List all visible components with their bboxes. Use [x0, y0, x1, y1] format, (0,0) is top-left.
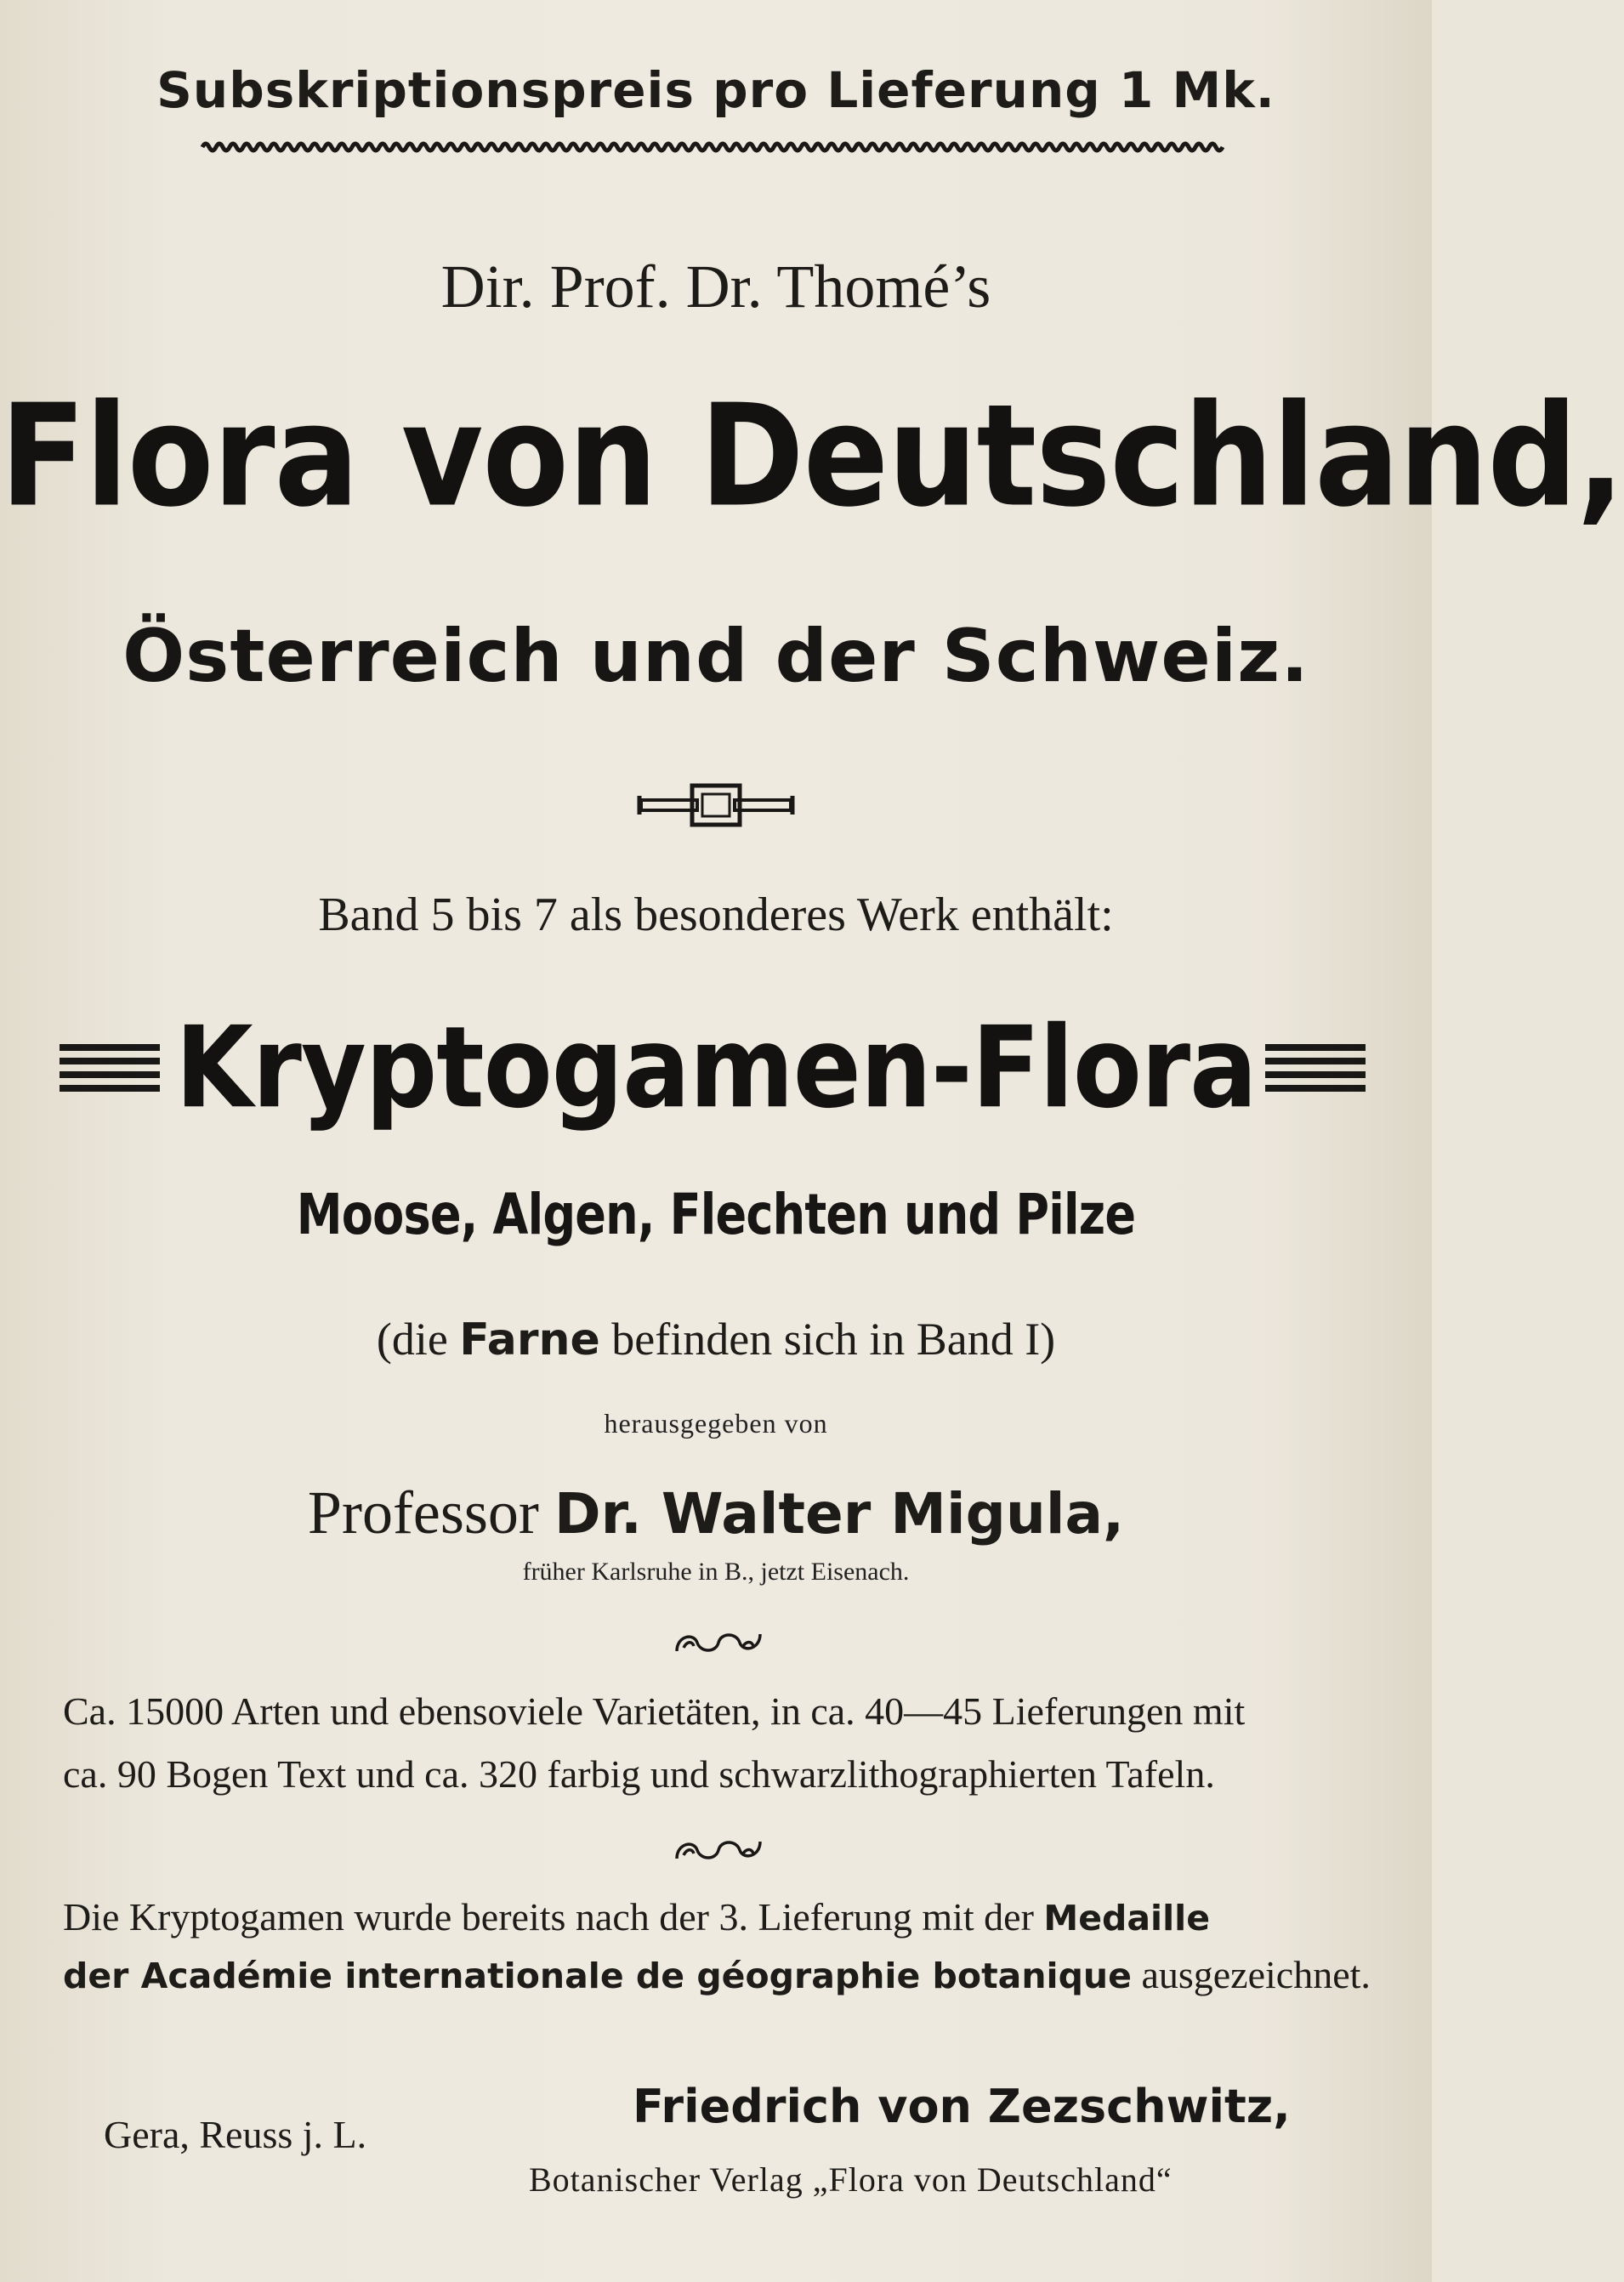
farne-suffix: befinden sich in Band I) [611, 1314, 1056, 1365]
paragraph-2-line-2-text: ausgezeichnet. [1141, 1953, 1371, 1996]
author-line: Dir. Prof. Dr. Thomé’s [440, 253, 991, 321]
farne-bold: Farne [459, 1314, 600, 1365]
paragraph-2-line-1 [63, 1894, 1210, 1939]
paragraph-2-medaille: Medaille [1043, 1898, 1211, 1939]
farne-note [0, 1313, 1432, 1365]
editor-name: Dr. Walter Migula, [554, 1481, 1125, 1547]
work-title: Kryptogamen-Flora [175, 1002, 1257, 1133]
paragraph-2-line-2 [63, 1952, 1371, 1997]
subscription-price: Subskriptionspreis pro Lieferung 1 Mk. [156, 61, 1275, 119]
editor-intro: herausgegeben von [604, 1408, 828, 1439]
subtitle: Österreich und der Schweiz. [122, 614, 1309, 699]
main-title: Flora von Deutschland, [0, 374, 1624, 538]
paragraph-2-line-1-text: Die Kryptogamen wurde bereits nach der 3. Lieferung mit der [63, 1895, 1034, 1939]
editor-line [0, 1478, 1432, 1548]
paragraph-1-line-2: ca. 90 Bogen Text und ca. 320 farbig und schwarzlithographierten Tafeln. [63, 1752, 1215, 1796]
farne-prefix: (die [376, 1314, 448, 1365]
publisher-place: Gera, Reuss j. L. [104, 2113, 367, 2156]
ornament-flourish [672, 1626, 765, 1660]
publisher-imprint: Botanischer Verlag „Flora von Deutschland“ [529, 2160, 1173, 2199]
ornament-flourish-2 [672, 1833, 765, 1867]
wavy-rule [202, 136, 1219, 158]
ornament-divider [639, 781, 792, 830]
paragraph-2-academie: der Académie internationale de géographie botanique [63, 1956, 1132, 1996]
publisher-name: Friedrich von Zezschwitz, [633, 2080, 1291, 2133]
decorative-lines-right [1265, 1044, 1366, 1105]
editor-info: früher Karlsruhe in B., jetzt Eisenach. [522, 1558, 910, 1586]
editor-prefix: Professor [307, 1479, 539, 1547]
work-contents: Moose, Algen, Flechten und Pilze [296, 1182, 1136, 1247]
paragraph-1-line-1: Ca. 15000 Arten und ebensoviele Varietäten, in ca. 40—45 Lieferungen mit [63, 1689, 1246, 1733]
band-line: Band 5 bis 7 als besonderes Werk enthält: [318, 888, 1114, 941]
